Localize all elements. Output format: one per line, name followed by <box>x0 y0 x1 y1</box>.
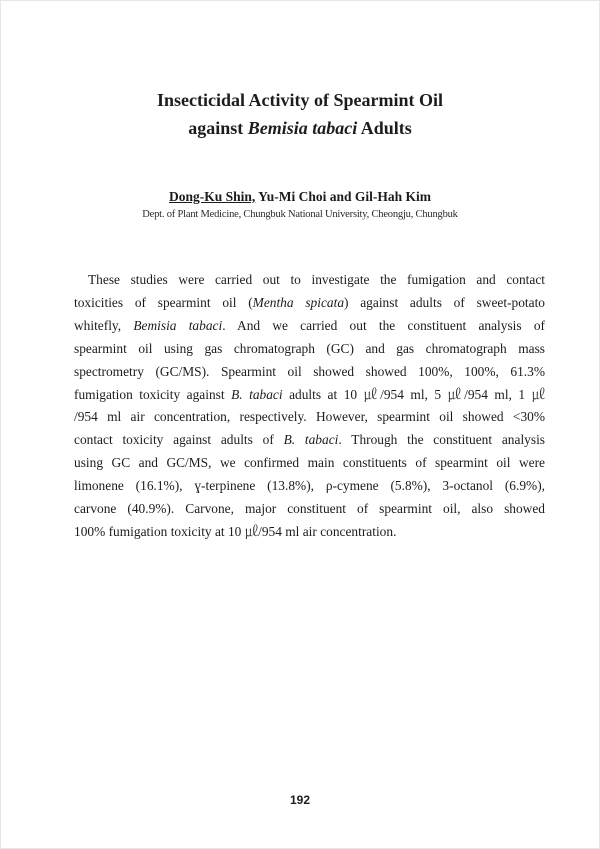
abstract-text: spectrometry (GC/MS). Spearmint oil showed showed 100%, 100%, 61.3% <box>74 363 545 379</box>
abstract-line <box>74 315 545 338</box>
affiliation: Dept. of Plant Medicine, Chungbuk National University, Cheongju, Chungbuk <box>142 209 458 220</box>
paper-title <box>0 86 600 142</box>
abstract-line <box>74 521 545 544</box>
co-authors: Yu-Mi Choi and Gil-Hah Kim <box>255 189 431 204</box>
abstract-line <box>74 361 545 384</box>
abstract-text: toxicities of spearmint oil ( <box>74 294 253 310</box>
abstract-italic: Bemisia tabaci <box>133 317 223 333</box>
abstract-text: using GC and GC/MS, we confirmed main constituents of spearmint oil were <box>74 455 545 471</box>
abstract-text: . And we carried out the constituent analysis of <box>222 317 545 333</box>
page-number: 192 <box>289 793 311 807</box>
abstract-text: limonene (16.1%), ɣ-terpinene (13.8%), ρ-cymene (5.8%), 3-octanol (6.9%), <box>74 478 545 494</box>
abstract-text: /954 ml air concentration, respectively. However, spearmint oil showed <30% <box>74 409 545 425</box>
abstract-text: ) against adults of sweet-potato <box>344 294 545 310</box>
abstract-line <box>74 406 545 429</box>
abstract-text: spearmint oil using gas chromatograph (GC) and gas chromatograph mass <box>74 340 545 356</box>
abstract-text: whitefly, <box>74 317 134 333</box>
abstract-line <box>74 384 545 407</box>
abstract-line <box>74 338 545 361</box>
title-line-2-suffix: Adults <box>357 118 412 138</box>
abstract-italic: B. tabaci <box>283 432 339 448</box>
abstract-text: contact toxicity against adults of <box>74 432 284 448</box>
abstract-text: adults at 10 ㎕/954 ml, 5 ㎕/954 ml, 1 ㎕ <box>282 386 545 402</box>
abstract-line <box>74 429 545 452</box>
title-line-2-prefix: against <box>188 118 248 138</box>
abstract-line <box>74 452 545 475</box>
title-species-name: Bemisia tabaci <box>247 118 358 138</box>
abstract-text: 100% fumigation toxicity at 10 ㎕/954 ml air concentration. <box>74 523 397 539</box>
first-author: Dong-Ku Shin, <box>169 189 256 204</box>
title-line-2 <box>0 114 600 142</box>
abstract-text: fumigation toxicity against <box>74 386 232 402</box>
abstract-italic: B. tabaci <box>231 386 283 402</box>
abstract-line <box>74 498 545 521</box>
abstract-text: . Through the constituent analysis <box>338 432 545 448</box>
abstract-line <box>74 292 545 315</box>
author-list <box>0 189 600 205</box>
title-line-1: Insecticidal Activity of Spearmint Oil <box>157 90 443 110</box>
abstract-text: carvone (40.9%). Carvone, major constituent of spearmint oil, also showed <box>74 501 545 517</box>
abstract-line <box>88 269 545 292</box>
abstract-text: These studies were carried out to investigate the fumigation and contact <box>88 272 545 287</box>
abstract-line <box>74 475 545 498</box>
abstract-italic: Mentha spicata <box>252 294 345 310</box>
abstract-body <box>74 269 545 544</box>
